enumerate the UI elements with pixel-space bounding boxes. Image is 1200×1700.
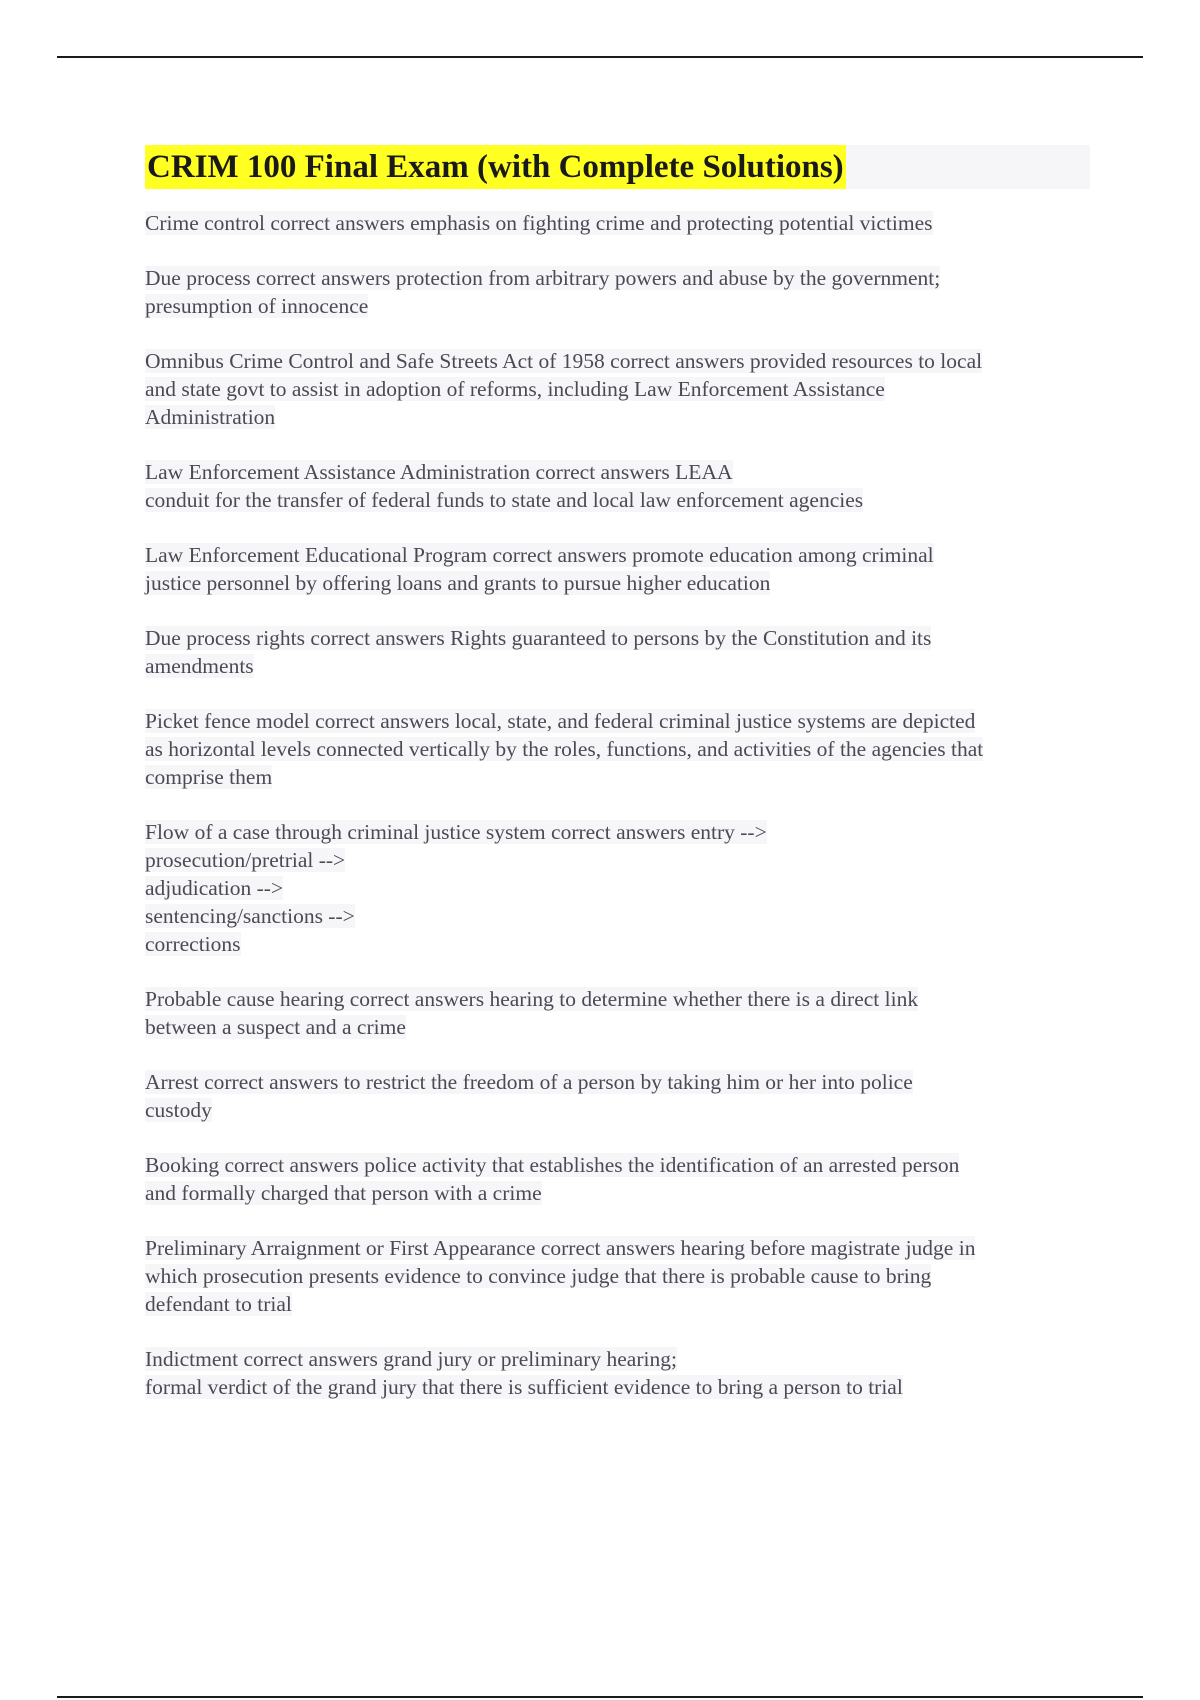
qa-entry-text: Probable cause hearing correct answers hearing to determine whether there is a direct link between a suspect and a crime (145, 987, 919, 1039)
qa-entry-text: Due process correct answers protection from arbitrary powers and abuse by the government; presumption of innocence (145, 266, 941, 318)
qa-entry-text: Indictment correct answers grand jury or preliminary hearing; formal verdict of the grand jury that there is sufficient evidence to bring a person to trial (145, 1347, 903, 1399)
qa-entry (145, 624, 1090, 680)
qa-entry-text: Booking correct answers police activity that establishes the identification of an arrested person and formally charged that person with a crime (145, 1153, 960, 1205)
title-band (145, 145, 1090, 189)
qa-entry-text: Omnibus Crime Control and Safe Streets Act of 1958 correct answers provided resources to local and state govt to assist in adoption of reforms, including Law Enforcement Assistance Administration (145, 349, 983, 429)
qa-entry-text: Law Enforcement Educational Program correct answers promote education among criminal justice personnel by offering loans and grants to pursue higher education (145, 543, 934, 595)
qa-entry (145, 264, 1090, 320)
qa-entry-text: Crime control correct answers emphasis on fighting crime and protecting potential victimes (145, 211, 933, 235)
qa-entry-text: Picket fence model correct answers local, state, and federal criminal justice systems are depicted as horizontal levels connected vertically by the roles, functions, and activities of the agencies that comprise them (145, 709, 984, 789)
qa-entry (145, 818, 1090, 958)
qa-entry-text: Flow of a case through criminal justice system correct answers entry --> prosecution/pretrial --> adjudication --> sentencing/sanctions --> corrections (145, 820, 767, 956)
qa-entry (145, 1068, 1090, 1124)
qa-entry (145, 541, 1090, 597)
page-title: CRIM 100 Final Exam (with Complete Solutions) (145, 145, 846, 189)
qa-entry-text: Arrest correct answers to restrict the freedom of a person by taking him or her into police custody (145, 1070, 913, 1122)
qa-entry (145, 209, 1090, 237)
top-rule (57, 56, 1143, 58)
qa-entry (145, 347, 1090, 431)
qa-entry-text: Preliminary Arraignment or First Appearance correct answers hearing before magistrate judge in which prosecution presents evidence to convince judge that there is probable cause to bring defendant to trial (145, 1236, 976, 1316)
qa-entry (145, 458, 1090, 514)
qa-entry (145, 985, 1090, 1041)
qa-entry-text: Due process rights correct answers Rights guaranteed to persons by the Constitution and its amendments (145, 626, 932, 678)
qa-entry (145, 1234, 1090, 1318)
document-body (145, 145, 1090, 1428)
qa-entry (145, 1151, 1090, 1207)
qa-entry-text: Law Enforcement Assistance Administration correct answers LEAA conduit for the transfer of federal funds to state and local law enforcement agencies (145, 460, 864, 512)
qa-entry (145, 707, 1090, 791)
qa-list (145, 209, 1090, 1401)
bottom-rule (57, 1696, 1143, 1698)
qa-entry (145, 1345, 1090, 1401)
